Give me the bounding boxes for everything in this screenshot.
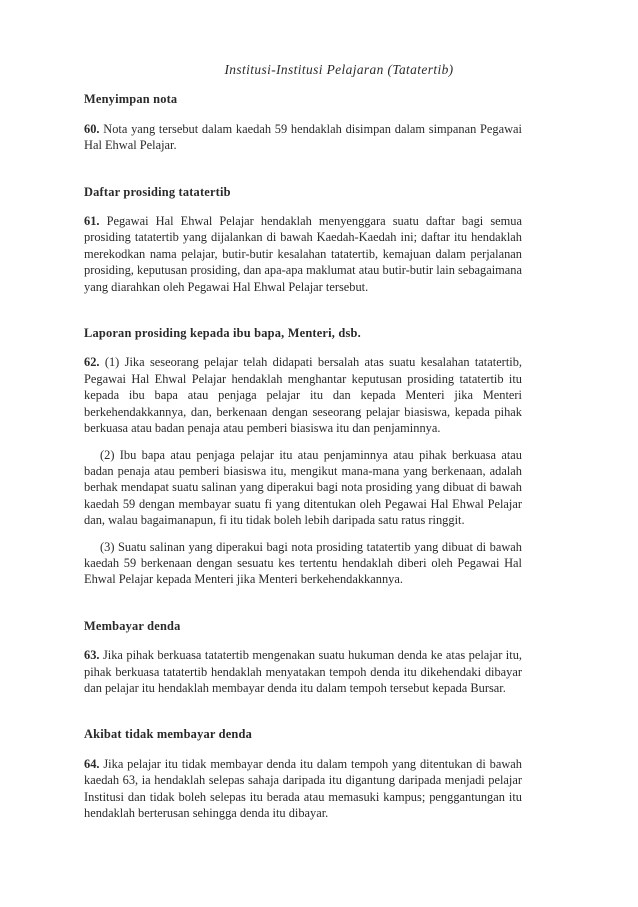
paragraph-number: 60.: [84, 121, 100, 136]
running-header: Institusi-Institusi Pelajaran (Tatatertib): [224, 62, 454, 77]
paragraph-61: [84, 213, 522, 295]
paragraph-text: Pegawai Hal Ehwal Pelajar hendaklah menyenggara suatu daftar bagi semua prosiding tatatertib yang dijalankan di bawah Kaedah-Kaedah ini; daftar itu hendaklah merekodkan nama pelajar, butir-butir kesalahan tatatertib, kemajuan dalam perjalanan prosiding, keputusan prosiding, dan apa-apa maklumat atau butir-butir lain sebagaimana yang diarahkan oleh Pegawai Hal Ehwal Pelajar tersebut.: [84, 214, 522, 294]
section-heading-menyimpan-nota: Menyimpan nota: [84, 92, 178, 107]
paragraph-60: [84, 121, 522, 154]
paragraph-number: 62.: [84, 355, 100, 370]
paragraph-64: [84, 756, 522, 822]
paragraph-62-3: (3) Suatu salinan yang diperakui bagi nota prosiding tatatertib yang dibuat di bawah kaedah 59 berkenaan dengan sesuatu kes tertentu hendaklah diberi oleh Pegawai Hal Ehwal Pelajar kepada Menteri jika Menteri berkehendakkannya.: [84, 539, 522, 587]
paragraph-62-1: [84, 354, 522, 436]
paragraph-number: 64.: [84, 756, 100, 771]
paragraph-text: Nota yang tersebut dalam kaedah 59 hendaklah disimpan dalam simpanan Pegawai Hal Ehwal Pelajar.: [84, 121, 522, 153]
section-heading-daftar-prosiding: Daftar prosiding tatatertib: [84, 184, 231, 199]
section-heading-laporan-prosiding: Laporan prosiding kepada ibu bapa, Menteri, dsb.: [84, 326, 361, 341]
paragraph-text: Jika pihak berkuasa tatatertib mengenakan suatu hukuman denda ke atas pelajar itu, pihak berkuasa tatatertib hendaklah menyatakan tempoh denda itu dikehendaki dibayar dan pelajar itu hendaklah membayar denda itu dalam tempoh tersebut kepada Bursar.: [84, 648, 522, 695]
section-heading-membayar-denda: Membayar denda: [84, 618, 181, 633]
paragraph-62-2: (2) Ibu bapa atau penjaga pelajar itu atau penjaminnya atau pihak berkuasa atau badan penaja atau pemberi biasiswa itu, mengikut mana-mana yang berkenaan, adalah berhak mendapat suatu salinan yang diperakui bagi nota prosiding yang dibuat di bawah kaedah 59 dengan membayar suatu fi yang ditentukan oleh Pegawai Hal Ehwal Pelajar dan, walau bagaimanapun, fi itu tidak boleh lebih daripada satu ratus ringgit.: [84, 447, 522, 528]
paragraph-text: Jika pelajar itu tidak membayar denda itu dalam tempoh yang ditentukan di bawah kaedah 63, ia hendaklah selepas sahaja daripada itu digantung daripada menjadi pelajar Institusi dan tidak boleh selepas itu berada atau memasuki kampus; penggantungan itu hendaklah berterusan sehingga denda itu dibayar.: [84, 756, 522, 820]
paragraph-number: 63.: [84, 648, 100, 663]
section-heading-akibat-tidak-membayar: Akibat tidak membayar denda: [84, 727, 252, 742]
paragraph-63: [84, 647, 522, 696]
paragraph-number: 61.: [84, 214, 100, 229]
paragraph-text: (1) Jika seseorang pelajar telah didapati bersalah atas suatu kesalahan tatatertib, Pegawai Hal Ehwal Pelajar hendaklah menghantar keputusan prosiding tatatertib itu kepada ibu bapa atau penjaga pelajar itu dan kepada Menteri jika Menteri berkehendakkannya, dan, berkenaan dengan seseorang pelajar biasiswa, kepada pihak berkuasa atau badan penaja atau pemberi biasiswa itu dan penjaminnya.: [84, 355, 522, 436]
